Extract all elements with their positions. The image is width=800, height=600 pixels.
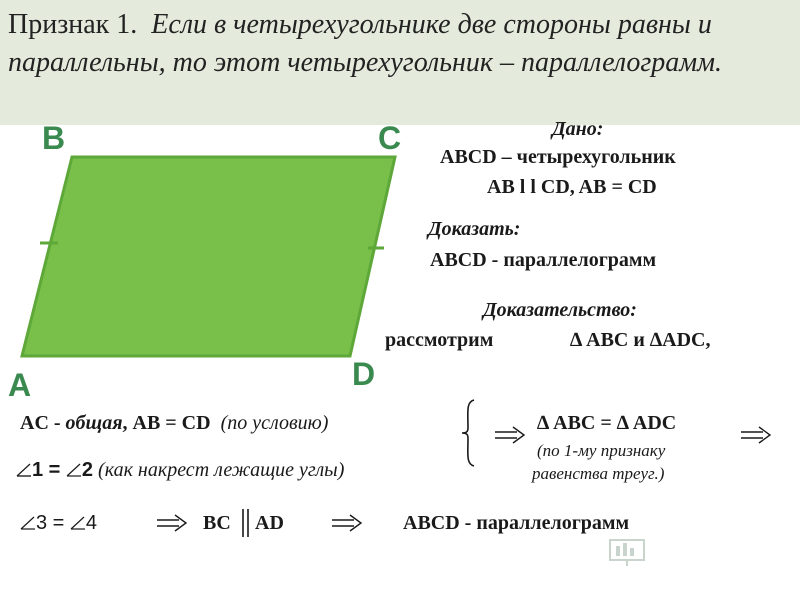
ad-label: AD	[255, 512, 284, 534]
step2-note: (как накрест лежащие углы)	[93, 459, 345, 481]
bc-label: BC	[203, 512, 231, 534]
angle-icon	[20, 516, 36, 530]
angle-3-number: 3	[36, 512, 48, 534]
angle-icon	[16, 463, 32, 477]
proof-step-3	[20, 510, 97, 536]
proof-step-2	[16, 457, 344, 483]
parallel-icon	[240, 508, 252, 538]
angle-icon	[70, 516, 86, 530]
vertex-label-c: C	[378, 120, 402, 156]
parallelogram-shape	[22, 157, 395, 356]
given-line-1: ABCD – четырехугольник	[440, 146, 676, 168]
conclusion-note-1: (по 1-му признаку	[537, 441, 666, 460]
given-label: Дано:	[552, 118, 604, 140]
vertex-label-d: D	[352, 356, 376, 392]
angle-equals: =	[47, 512, 70, 534]
step1-text: AC -	[20, 412, 66, 434]
vertex-label-a: A	[8, 367, 32, 403]
angle-4-number: 4	[85, 512, 98, 534]
angle-1-number: 1	[32, 459, 44, 481]
brace-icon	[458, 398, 482, 468]
final-conclusion: ABCD - параллелограмм	[403, 512, 630, 534]
proof-label: Доказательство:	[483, 299, 637, 321]
presentation-icon	[608, 538, 648, 568]
prove-label: Доказать:	[428, 218, 521, 240]
proof-consider: рассмотрим	[385, 329, 494, 351]
given-line-2: AB l l CD, AB = CD	[487, 176, 657, 198]
proof-triangles: ∆ ABC и ∆ADC,	[570, 329, 711, 351]
proof-step-1	[20, 410, 328, 436]
implies-arrow-icon	[155, 514, 189, 532]
theorem-text: Если в четырехугольнике две стороны равны и параллельны, то этот четырехугольник – параллелограмм.	[8, 9, 723, 78]
implies-arrow-icon	[330, 514, 364, 532]
conclusion-triangles-equal: ∆ ABC = ∆ ADC	[537, 412, 677, 434]
angle-icon	[66, 463, 82, 477]
prove-line-1: ABCD - параллелограмм	[430, 249, 657, 271]
implies-arrow-icon	[493, 426, 527, 444]
implies-arrow-icon	[739, 426, 773, 444]
conclusion-note-2: равенства треуг.)	[532, 464, 665, 483]
step1-note: (по условию)	[220, 412, 329, 434]
step1-common: общая	[65, 412, 123, 434]
step1-rest: , AB = CD	[122, 412, 211, 434]
angle-2-number: 2	[81, 459, 94, 481]
theorem-number: Признак 1.	[8, 9, 138, 40]
angle-equals: =	[43, 459, 66, 481]
vertex-label-b: B	[42, 120, 66, 156]
